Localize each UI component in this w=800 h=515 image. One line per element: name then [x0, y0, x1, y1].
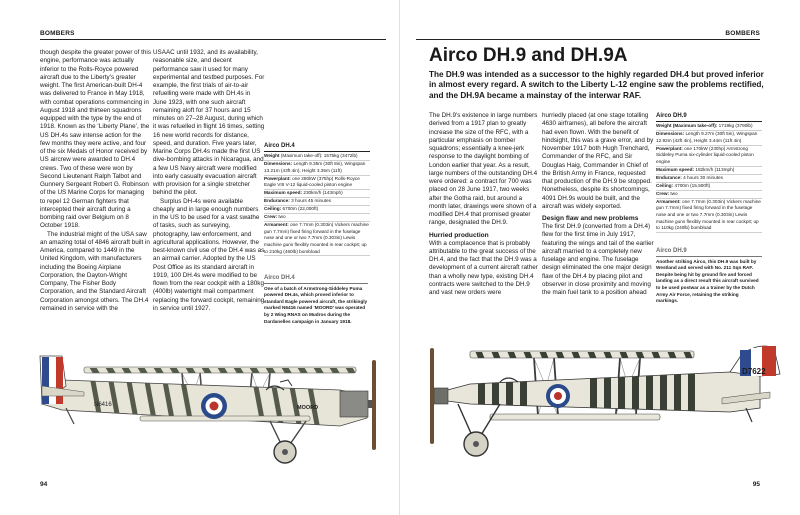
spec-row: Maximum speed: 230km/h (143mph) [264, 190, 370, 198]
paragraph: Surplus DH-4s were available cheaply and in large enough numbers in the US to be used for a vast swathe of tasks, such as surveying, photography, law enforcement, and agricultural applications. However, the best-known civil use of the DH.4 was as an airmail carrier. Adopted by the US Post Office as its standard aircraft in 1919, 100 DH.4s were modified to be flown from the rear cockpit with a 180kg (400lb) watertight mail compartment replacing the forward cockpit, remaining in service until 1927. [153, 197, 265, 312]
spec-row: Endurance: 3 hours 45 minutes [264, 198, 370, 206]
paragraph: USAAC until 1932, and its availability, reasonable size, and decent performance saw it used for many experimental and testbed purposes. For example, the first trials of air-to-air refuelling were made with DH.4s in June 1923, with one such aircraft remaining aloft for 37 hours and 15 minutes on 27–28 August, during which it was refuelled in flight 16 times, setting 16 new world records for distance, speed, and duration. Five years later, Marine Corps DH.4s made the first US dive-bombing attacks in Nicaragua, and a few US Navy aircraft were modified into early casualty evacuation aircraft with provision for a single stretcher behind the pilot. [153, 49, 265, 197]
spec-row: Crew: two [656, 191, 762, 199]
running-head: BOMBERS [725, 30, 760, 37]
header-rule [416, 39, 760, 40]
spec-row: Weight (Maximum take-off): 1575kg (3472lb) [264, 153, 370, 161]
name-marking: MOORD [297, 405, 319, 411]
article-title: Airco DH.9 and DH.9A [429, 45, 628, 66]
paragraph: The industrial might of the USA saw an amazing total of 4846 aircraft built in America, compared to 1449 in the United Kingdom, with manufacturers including the Boeing Airplane Corporation, the Dayton-Wright Company, The Fisher Body Corporation, and the Standard Aircraft Corporation amongst others. The DH.4 remained in service with the [40, 230, 150, 312]
section-heading: Hurried production [429, 231, 489, 239]
dh4-aircraft-illustration [22, 346, 394, 470]
spec-row: Ceiling: 4700m (15,500ft) [656, 183, 762, 191]
caption-title: Airco DH.9 [656, 248, 762, 257]
specification-box [656, 113, 762, 233]
spec-row: Powerplant: one 170kW (230hp) Armstrong Siddeley Puma six-cylinder liquid-cooled piston engine [656, 146, 762, 167]
spec-row: Crew: two [264, 214, 370, 222]
dh9-aircraft-illustration [430, 312, 792, 472]
caption-title: Airco DH.4 [264, 275, 368, 284]
right-column-2 [542, 112, 654, 297]
illustration-caption [656, 248, 762, 305]
spec-row: Maximum speed: 182km/h (113mph) [656, 167, 762, 175]
header-rule [40, 39, 386, 40]
paragraph: hurriedly placed (at one stage totalling 4630 airframes), all before the aircraft had even flown. With the benefit of hindsight, this was a grave error, and by November 1917 both Hugh Trenchard, Commander of the RFC, and Sir Douglas Haig, Commander in Chief of the British Army in France, requested that production of the DH.9 be stopped. Nonetheless, despite its shortcomings, 4091 DH.9s would be built, and the aircraft was widely exported. [542, 112, 654, 210]
spec-row: Dimensions: Length 9.27m (30ft 5in), Wingspan 12.92m (42ft 4in), Height 3.44m (11ft 4in) [656, 131, 762, 146]
page-number: 95 [752, 481, 760, 488]
page-number: 94 [40, 481, 48, 488]
spec-row: Armament: one 7.7mm (0.303in) Vickers machine gun 7.7mm) fixed firing forward in the fuselage nose and one or two 7.7mm (0.303in) Lewis machine guns flexibly mounted in rear cockpit; up to 210kg (460lb) bombload [264, 222, 370, 256]
spec-row: Powerplant: one 280kW (375hp) Rolls-Royce Eagle VIII V-12 liquid-cooled piston engine [264, 176, 370, 191]
spec-row: Weight (Maximum take-off): 1719kg (3790lb) [656, 123, 762, 131]
running-head: BOMBERS [40, 30, 75, 37]
serial-marking: N6416 [94, 402, 112, 408]
spec-title: Airco DH.9 [656, 113, 762, 122]
specification-box [264, 143, 370, 256]
article-intro: The DH.9 was intended as a successor to the highly regarded DH.4 but proved inferior in almost every regard. A switch to the Liberty L-12 engine saw the problems rectified, and the DH.9A became a mainstay of the interwar RAF. [429, 70, 764, 100]
spec-title: Airco DH.4 [264, 143, 370, 152]
spec-row: Armament: one 7.7mm (0.303in) Vickers machine gun 7.7mm) fixed firing forward in the fuselage nose and one or two 7.7mm (0.303in) Lewis machine guns flexibly mounted in rear cockpit; up to 110kg (240lb) bombload [656, 199, 762, 233]
left-column-1 [40, 49, 151, 313]
paragraph: With a complacence that is probably attributable to the great success of the DH.4, and the fact that the DH.9 was a development of a current aircraft rather than a wholly new type, existing DH.4 contracts were switched to the DH.9 and vast new orders were [429, 239, 538, 296]
paragraph: The DH.9’s existence in large numbers derived from a 1917 plan to greatly increase the size of the RFC, with a particular emphasis on bomber squadrons; essentially a knee-jerk response to the daylight bombing of London earlier that year. As a result, large numbers of the outstanding DH.4 were ordered: a contract for 700 was placed on 28 June 1917, two weeks after the Gotha raid, but around a month later, drawings were shown of a modified DH.4 that promised greater range, designated the DH.9. [429, 112, 538, 227]
spec-row: Dimensions: Length 9.35m (30ft 8in), Wingspan 13.21m (43ft 4in), Height 3.35m (11ft) [264, 161, 370, 176]
caption-text: One of a batch of Armstrong-Siddeley Puma powered DH.4s, which proved inferior to standard Eagle powered aircraft, the strikingly marked N6416 named ‘MOORD’ was operated by 2 Wing RNAS on Mudros during the Dardanelles campaign in January 1918. [264, 285, 368, 324]
right-page [400, 0, 800, 515]
caption-text: Another striking Airco, this DH.9 was built by Westland and served with No. 211 Sqn RAF. Despite being hit by ground fire and forced landing as a direct result this aircraft survived to be used postwar as a trainer by the Dutch Army Air Force, retaining the striking markings. [656, 258, 759, 304]
left-column-2 [153, 49, 265, 313]
spec-row: Endurance: 4 hours 30 minutes [656, 175, 762, 183]
illustration-caption [264, 275, 368, 325]
spec-row: Ceiling: 6700m (22,000ft) [264, 206, 370, 214]
paragraph: though despite the greater power of this engine, performance was actually inferior to the Rolls-Royce powered aircraft due to the Liberty’s greater weight. The first American-built DH-4 was delivered to France in May 1918, with combat operations commencing in August 1918 and thirteen squadrons equipped with the type by the end of 1918. Known as the ‘Liberty Plane’, the US DH.4s saw intense action for the few months they were active, and four of the six Medals of Honor received by US aircrew were awarded to DH.4 crews. Two of these were won by Second Lieutenant Ralph Talbot and Gunnery Sergeant Robert G. Robinson of the US Marine Corps for managing to repel 12 German fighters that intercepted their aircraft during a bombing raid over Belgium on 8 October 1918. [40, 49, 151, 230]
paragraph: The first DH.9 (converted from a DH.4) flew for the first time in July 1917, featuring the wings and tail of the earlier aircraft married to a completely new fuselage and engine. The fuselage design eliminated the one major design flaw of the DH.4 by placing pilot and observer in close proximity and moving the main fuel tank to a position ahead [542, 223, 654, 296]
right-column-1 [429, 112, 539, 297]
section-heading: Design flaw and new problems [542, 215, 639, 222]
serial-marking: D7622 [742, 367, 766, 376]
